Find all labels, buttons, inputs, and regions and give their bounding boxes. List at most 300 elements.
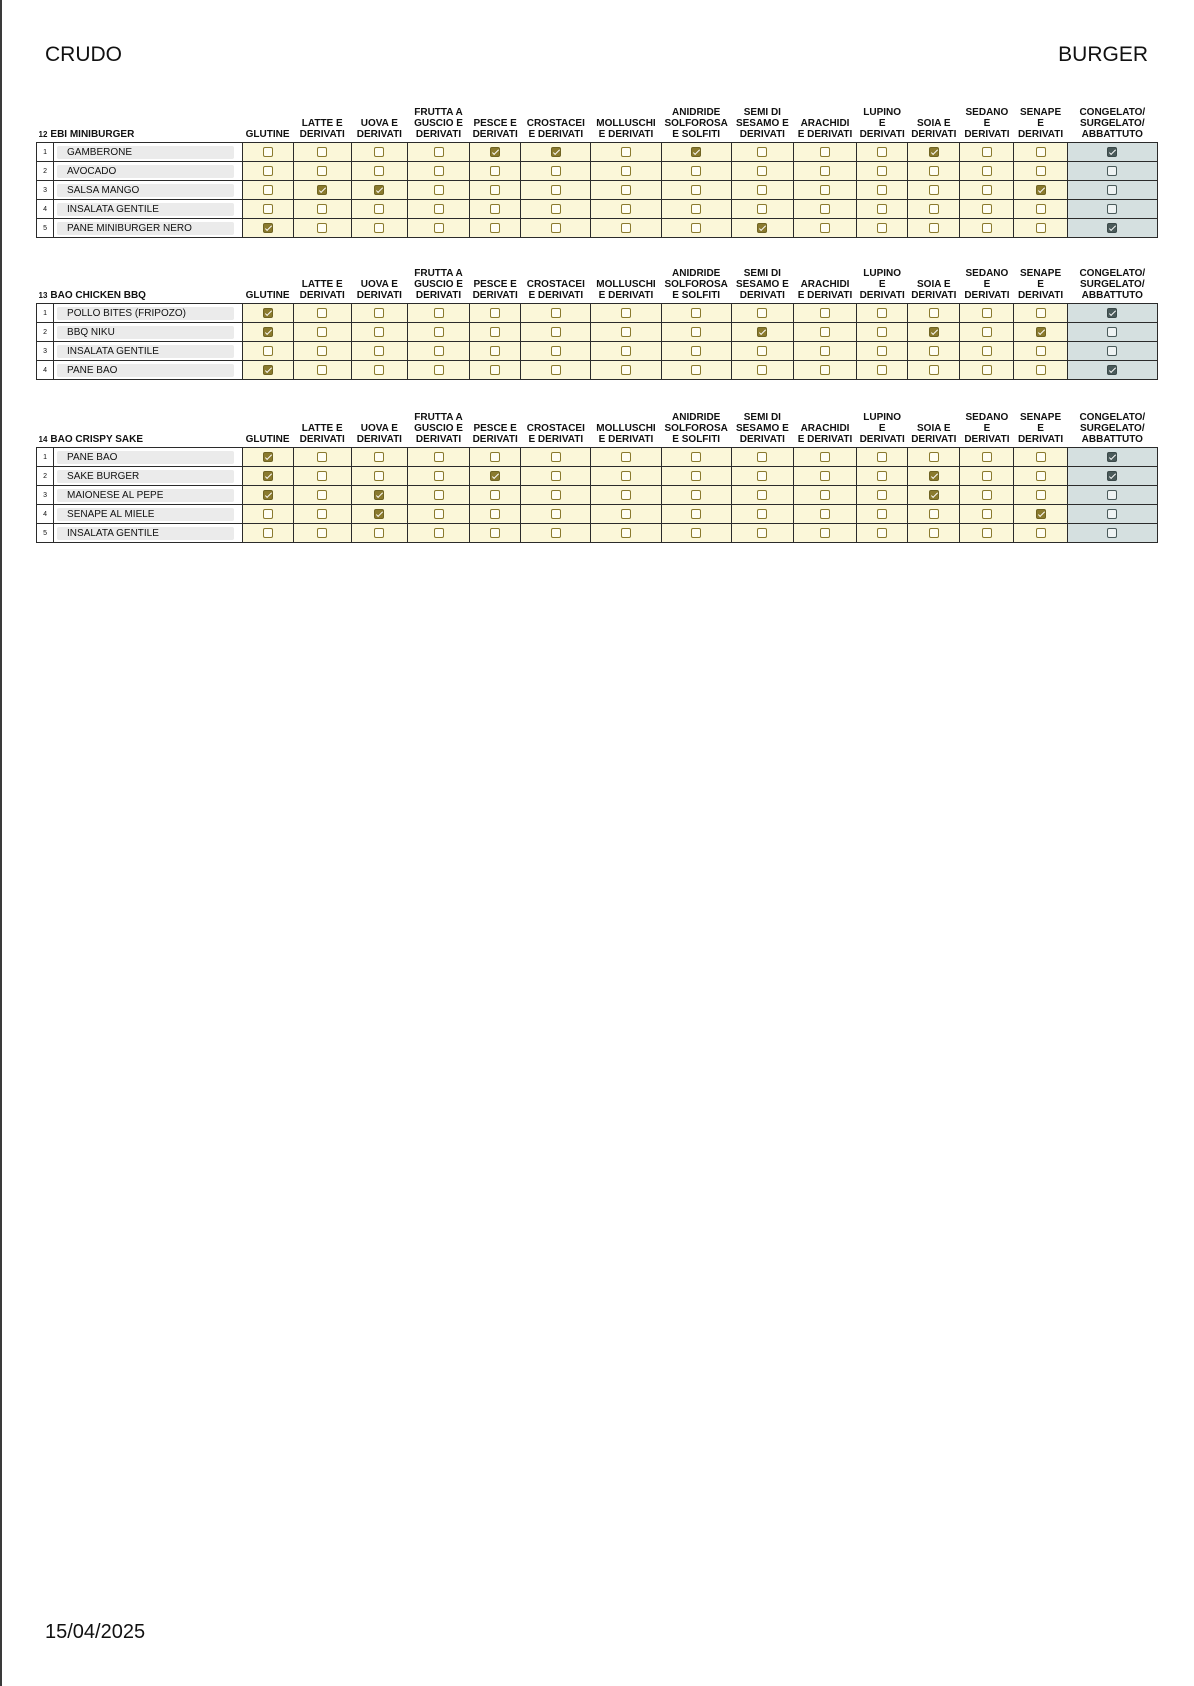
- checkbox-unchecked[interactable]: [551, 528, 561, 538]
- allergen-cell: [793, 162, 856, 181]
- ingredient-name: AVOCADO: [57, 165, 234, 178]
- column-header-line: DERIVATI: [859, 129, 905, 140]
- checkbox-unchecked[interactable]: [1107, 166, 1117, 176]
- checkbox-unchecked[interactable]: [374, 166, 384, 176]
- checkbox-unchecked[interactable]: [317, 223, 327, 233]
- checkbox-unchecked[interactable]: [1107, 185, 1117, 195]
- checkbox-unchecked[interactable]: [1036, 308, 1046, 318]
- checkbox-unchecked[interactable]: [490, 365, 500, 375]
- checkbox-unchecked[interactable]: [551, 346, 561, 356]
- checkbox-unchecked[interactable]: [1107, 327, 1117, 337]
- column-header-line: ARACHIDI: [800, 279, 850, 290]
- checkbox-unchecked[interactable]: [820, 365, 830, 375]
- checkbox-unchecked[interactable]: [317, 327, 327, 337]
- checkbox-checked[interactable]: [929, 490, 939, 500]
- allergen-cell: [908, 486, 960, 505]
- checkbox-unchecked[interactable]: [820, 223, 830, 233]
- allergen-cell: [731, 505, 793, 524]
- ingredient-name: SAKE BURGER: [57, 470, 234, 483]
- checkbox-checked[interactable]: [1107, 471, 1117, 481]
- checkbox-unchecked[interactable]: [691, 509, 701, 519]
- column-header: [908, 268, 960, 304]
- allergen-cell: [857, 361, 908, 380]
- checkbox-unchecked[interactable]: [490, 223, 500, 233]
- ingredient-name: PANE BAO: [57, 364, 234, 377]
- row-number: 3: [37, 342, 54, 361]
- checkbox-unchecked[interactable]: [929, 528, 939, 538]
- checkbox-unchecked[interactable]: [757, 528, 767, 538]
- table-row: [37, 448, 1158, 467]
- checkbox-unchecked[interactable]: [621, 490, 631, 500]
- allergen-cell: [351, 342, 407, 361]
- allergen-cell: [857, 505, 908, 524]
- checkbox-checked[interactable]: [1107, 365, 1117, 375]
- column-header-line: FRUTTA A: [414, 268, 463, 279]
- column-header-line: SEDANO: [965, 412, 1009, 423]
- checkbox-unchecked[interactable]: [621, 327, 631, 337]
- checkbox-unchecked[interactable]: [621, 509, 631, 519]
- checkbox-unchecked[interactable]: [374, 346, 384, 356]
- column-header-line: CROSTACEI: [526, 279, 585, 290]
- allergen-cell: [1067, 361, 1157, 380]
- checkbox-unchecked[interactable]: [877, 223, 887, 233]
- checkbox-unchecked[interactable]: [982, 509, 992, 519]
- checkbox-unchecked[interactable]: [820, 185, 830, 195]
- checkbox-unchecked[interactable]: [929, 452, 939, 462]
- checkbox-unchecked[interactable]: [982, 471, 992, 481]
- checkbox-unchecked[interactable]: [757, 166, 767, 176]
- ingredient-cell: [54, 162, 243, 181]
- checkbox-checked[interactable]: [263, 308, 273, 318]
- checkbox-unchecked[interactable]: [757, 452, 767, 462]
- checkbox-unchecked[interactable]: [877, 528, 887, 538]
- checkbox-unchecked[interactable]: [691, 185, 701, 195]
- checkbox-unchecked[interactable]: [1107, 204, 1117, 214]
- checkbox-unchecked[interactable]: [621, 308, 631, 318]
- allergen-cell: [351, 323, 407, 342]
- checkbox-unchecked[interactable]: [1107, 509, 1117, 519]
- checkbox-unchecked[interactable]: [434, 509, 444, 519]
- column-header-line: DERIVATI: [964, 434, 1010, 445]
- checkbox-unchecked[interactable]: [757, 147, 767, 157]
- column-header: [351, 107, 407, 143]
- checkbox-unchecked[interactable]: [263, 528, 273, 538]
- checkbox-unchecked[interactable]: [621, 452, 631, 462]
- checkbox-unchecked[interactable]: [1036, 528, 1046, 538]
- checkbox-unchecked[interactable]: [691, 528, 701, 538]
- allergen-cell: [661, 524, 731, 543]
- checkbox-unchecked[interactable]: [490, 509, 500, 519]
- checkbox-checked[interactable]: [1036, 185, 1046, 195]
- checkbox-checked[interactable]: [1107, 147, 1117, 157]
- table-row: [37, 219, 1158, 238]
- column-header-line: ABBATTUTO: [1081, 129, 1143, 140]
- checkbox-unchecked[interactable]: [820, 166, 830, 176]
- column-header: [591, 107, 661, 143]
- checkbox-unchecked[interactable]: [434, 346, 444, 356]
- checkbox-unchecked[interactable]: [551, 204, 561, 214]
- row-number: 1: [37, 448, 54, 467]
- allergen-cell: [793, 467, 856, 486]
- checkbox-unchecked[interactable]: [982, 204, 992, 214]
- checkbox-unchecked[interactable]: [621, 166, 631, 176]
- checkbox-unchecked[interactable]: [263, 185, 273, 195]
- checkbox-unchecked[interactable]: [374, 327, 384, 337]
- checkbox-checked[interactable]: [317, 185, 327, 195]
- checkbox-unchecked[interactable]: [317, 509, 327, 519]
- checkbox-unchecked[interactable]: [551, 166, 561, 176]
- checkbox-unchecked[interactable]: [374, 147, 384, 157]
- checkbox-unchecked[interactable]: [434, 528, 444, 538]
- checkbox-unchecked[interactable]: [317, 147, 327, 157]
- checkbox-unchecked[interactable]: [621, 471, 631, 481]
- checkbox-unchecked[interactable]: [691, 490, 701, 500]
- column-header-line: CROSTACEI: [526, 423, 585, 434]
- section-title: [37, 268, 243, 304]
- checkbox-unchecked[interactable]: [317, 365, 327, 375]
- checkbox-unchecked[interactable]: [434, 327, 444, 337]
- column-header: [242, 268, 293, 304]
- checkbox-unchecked[interactable]: [434, 471, 444, 481]
- checkbox-checked[interactable]: [1036, 509, 1046, 519]
- checkbox-unchecked[interactable]: [621, 528, 631, 538]
- allergen-cell: [661, 486, 731, 505]
- checkbox-unchecked[interactable]: [1036, 490, 1046, 500]
- allergen-cell: [521, 143, 591, 162]
- checkbox-unchecked[interactable]: [820, 147, 830, 157]
- column-header-line: FRUTTA A: [414, 412, 463, 423]
- checkbox-unchecked[interactable]: [820, 528, 830, 538]
- checkbox-unchecked[interactable]: [877, 509, 887, 519]
- checkbox-unchecked[interactable]: [434, 204, 444, 214]
- checkbox-unchecked[interactable]: [691, 166, 701, 176]
- checkbox-unchecked[interactable]: [820, 471, 830, 481]
- checkbox-unchecked[interactable]: [877, 346, 887, 356]
- checkbox-unchecked[interactable]: [757, 185, 767, 195]
- checkbox-unchecked[interactable]: [929, 365, 939, 375]
- allergen-table-section: [36, 107, 1158, 238]
- checkbox-unchecked[interactable]: [820, 327, 830, 337]
- checkbox-unchecked[interactable]: [929, 185, 939, 195]
- allergen-cell: [857, 486, 908, 505]
- ingredient-name: PANE MINIBURGER NERO: [57, 222, 234, 235]
- checkbox-unchecked[interactable]: [877, 147, 887, 157]
- checkbox-unchecked[interactable]: [490, 528, 500, 538]
- allergen-cell: [1067, 181, 1157, 200]
- allergen-cell: [351, 467, 407, 486]
- allergen-cell: [731, 448, 793, 467]
- checkbox-unchecked[interactable]: [820, 509, 830, 519]
- checkbox-unchecked[interactable]: [982, 147, 992, 157]
- checkbox-unchecked[interactable]: [982, 185, 992, 195]
- checkbox-unchecked[interactable]: [757, 509, 767, 519]
- checkbox-unchecked[interactable]: [374, 365, 384, 375]
- ingredient-cell: [54, 505, 243, 524]
- column-header-line: E DERIVATI: [528, 129, 584, 140]
- checkbox-unchecked[interactable]: [877, 471, 887, 481]
- ingredient-name: INSALATA GENTILE: [57, 203, 234, 216]
- column-header: [1014, 107, 1067, 143]
- allergen-cell: [407, 524, 469, 543]
- checkbox-unchecked[interactable]: [490, 452, 500, 462]
- allergen-cell: [793, 505, 856, 524]
- checkbox-unchecked[interactable]: [1107, 490, 1117, 500]
- checkbox-unchecked[interactable]: [691, 204, 701, 214]
- checkbox-checked[interactable]: [1107, 223, 1117, 233]
- allergen-table: [36, 107, 1158, 238]
- checkbox-unchecked[interactable]: [757, 365, 767, 375]
- column-header-line: GUSCIO E: [414, 118, 463, 129]
- checkbox-unchecked[interactable]: [434, 308, 444, 318]
- allergen-cell: [351, 181, 407, 200]
- checkbox-unchecked[interactable]: [982, 452, 992, 462]
- allergen-cell: [731, 342, 793, 361]
- checkbox-checked[interactable]: [1036, 327, 1046, 337]
- checkbox-unchecked[interactable]: [434, 185, 444, 195]
- checkbox-checked[interactable]: [929, 471, 939, 481]
- checkbox-unchecked[interactable]: [691, 346, 701, 356]
- checkbox-unchecked[interactable]: [1036, 223, 1046, 233]
- column-header-line: GLUTINE: [245, 290, 290, 301]
- checkbox-unchecked[interactable]: [551, 327, 561, 337]
- checkbox-unchecked[interactable]: [434, 147, 444, 157]
- allergen-cell: [242, 342, 293, 361]
- checkbox-checked[interactable]: [263, 452, 273, 462]
- allergen-cell: [351, 486, 407, 505]
- checkbox-checked[interactable]: [263, 365, 273, 375]
- checkbox-unchecked[interactable]: [317, 166, 327, 176]
- checkbox-unchecked[interactable]: [982, 166, 992, 176]
- checkbox-unchecked[interactable]: [691, 471, 701, 481]
- checkbox-unchecked[interactable]: [374, 204, 384, 214]
- checkbox-unchecked[interactable]: [621, 147, 631, 157]
- checkbox-checked[interactable]: [374, 185, 384, 195]
- checkbox-unchecked[interactable]: [621, 223, 631, 233]
- checkbox-unchecked[interactable]: [434, 166, 444, 176]
- checkbox-unchecked[interactable]: [374, 452, 384, 462]
- checkbox-checked[interactable]: [263, 490, 273, 500]
- checkbox-unchecked[interactable]: [877, 452, 887, 462]
- checkbox-unchecked[interactable]: [551, 490, 561, 500]
- column-header-line: DERIVATI: [739, 129, 785, 140]
- checkbox-unchecked[interactable]: [982, 528, 992, 538]
- checkbox-unchecked[interactable]: [757, 204, 767, 214]
- checkbox-unchecked[interactable]: [317, 528, 327, 538]
- checkbox-unchecked[interactable]: [621, 346, 631, 356]
- checkbox-unchecked[interactable]: [982, 223, 992, 233]
- allergen-cell: [242, 524, 293, 543]
- checkbox-unchecked[interactable]: [551, 185, 561, 195]
- column-header-line: DERIVATI: [299, 129, 345, 140]
- checkbox-unchecked[interactable]: [691, 327, 701, 337]
- column-header-line: MOLLUSCHI: [596, 118, 656, 129]
- checkbox-unchecked[interactable]: [317, 452, 327, 462]
- checkbox-unchecked[interactable]: [551, 308, 561, 318]
- checkbox-checked[interactable]: [691, 147, 701, 157]
- checkbox-unchecked[interactable]: [877, 490, 887, 500]
- checkbox-checked[interactable]: [1107, 452, 1117, 462]
- column-header-line: DERIVATI: [1017, 434, 1064, 445]
- allergen-cell: [908, 162, 960, 181]
- column-header-line: DERIVATI: [299, 434, 345, 445]
- checkbox-unchecked[interactable]: [691, 365, 701, 375]
- checkbox-unchecked[interactable]: [317, 308, 327, 318]
- checkbox-unchecked[interactable]: [434, 365, 444, 375]
- column-header-line: ABBATTUTO: [1081, 434, 1143, 445]
- checkbox-unchecked[interactable]: [263, 509, 273, 519]
- checkbox-unchecked[interactable]: [929, 346, 939, 356]
- checkbox-unchecked[interactable]: [621, 204, 631, 214]
- checkbox-unchecked[interactable]: [877, 365, 887, 375]
- checkbox-unchecked[interactable]: [929, 223, 939, 233]
- checkbox-checked[interactable]: [490, 147, 500, 157]
- checkbox-unchecked[interactable]: [982, 346, 992, 356]
- column-header: [908, 107, 960, 143]
- checkbox-unchecked[interactable]: [1036, 365, 1046, 375]
- column-header-line: E: [983, 423, 991, 434]
- checkbox-unchecked[interactable]: [434, 223, 444, 233]
- checkbox-checked[interactable]: [263, 327, 273, 337]
- checkbox-unchecked[interactable]: [877, 327, 887, 337]
- allergen-cell: [908, 200, 960, 219]
- checkbox-unchecked[interactable]: [490, 166, 500, 176]
- checkbox-unchecked[interactable]: [317, 204, 327, 214]
- checkbox-unchecked[interactable]: [820, 346, 830, 356]
- checkbox-checked[interactable]: [490, 471, 500, 481]
- checkbox-unchecked[interactable]: [490, 346, 500, 356]
- checkbox-checked[interactable]: [929, 147, 939, 157]
- checkbox-unchecked[interactable]: [374, 528, 384, 538]
- column-header-line: LATTE E: [301, 118, 343, 129]
- checkbox-checked[interactable]: [1107, 308, 1117, 318]
- allergen-cell: [908, 448, 960, 467]
- checkbox-unchecked[interactable]: [317, 471, 327, 481]
- checkbox-checked[interactable]: [263, 471, 273, 481]
- column-header: [793, 107, 856, 143]
- checkbox-unchecked[interactable]: [929, 509, 939, 519]
- allergen-cell: [793, 342, 856, 361]
- checkbox-checked[interactable]: [757, 223, 767, 233]
- checkbox-unchecked[interactable]: [1036, 471, 1046, 481]
- checkbox-unchecked[interactable]: [263, 147, 273, 157]
- checkbox-unchecked[interactable]: [1036, 452, 1046, 462]
- checkbox-unchecked[interactable]: [877, 308, 887, 318]
- checkbox-unchecked[interactable]: [317, 346, 327, 356]
- ingredient-cell: [54, 323, 243, 342]
- allergen-cell: [407, 323, 469, 342]
- checkbox-unchecked[interactable]: [929, 308, 939, 318]
- checkbox-unchecked[interactable]: [490, 327, 500, 337]
- allergen-cell: [242, 181, 293, 200]
- allergen-cell: [407, 304, 469, 323]
- checkbox-checked[interactable]: [263, 223, 273, 233]
- checkbox-unchecked[interactable]: [757, 471, 767, 481]
- column-header-line: DERIVATI: [964, 129, 1010, 140]
- checkbox-unchecked[interactable]: [434, 452, 444, 462]
- checkbox-checked[interactable]: [374, 509, 384, 519]
- checkbox-unchecked[interactable]: [490, 204, 500, 214]
- checkbox-unchecked[interactable]: [621, 365, 631, 375]
- ingredient-cell: [54, 143, 243, 162]
- checkbox-unchecked[interactable]: [757, 346, 767, 356]
- checkbox-unchecked[interactable]: [490, 185, 500, 195]
- checkbox-unchecked[interactable]: [551, 509, 561, 519]
- checkbox-unchecked[interactable]: [621, 185, 631, 195]
- checkbox-checked[interactable]: [929, 327, 939, 337]
- checkbox-unchecked[interactable]: [691, 308, 701, 318]
- checkbox-unchecked[interactable]: [1036, 147, 1046, 157]
- checkbox-unchecked[interactable]: [877, 185, 887, 195]
- checkbox-unchecked[interactable]: [263, 346, 273, 356]
- checkbox-unchecked[interactable]: [551, 223, 561, 233]
- checkbox-unchecked[interactable]: [1036, 166, 1046, 176]
- section-title: [37, 107, 243, 143]
- checkbox-unchecked[interactable]: [374, 471, 384, 481]
- checkbox-unchecked[interactable]: [877, 204, 887, 214]
- checkbox-unchecked[interactable]: [982, 327, 992, 337]
- checkbox-unchecked[interactable]: [1036, 204, 1046, 214]
- checkbox-unchecked[interactable]: [982, 308, 992, 318]
- checkbox-unchecked[interactable]: [691, 223, 701, 233]
- checkbox-unchecked[interactable]: [929, 204, 939, 214]
- column-header: [407, 412, 469, 448]
- column-header-line: E: [878, 118, 886, 129]
- allergen-cell: [857, 524, 908, 543]
- checkbox-unchecked[interactable]: [757, 308, 767, 318]
- checkbox-unchecked[interactable]: [374, 223, 384, 233]
- checkbox-checked[interactable]: [374, 490, 384, 500]
- checkbox-unchecked[interactable]: [1107, 346, 1117, 356]
- checkbox-unchecked[interactable]: [374, 308, 384, 318]
- column-header-line: SURGELATO/: [1079, 118, 1145, 129]
- checkbox-unchecked[interactable]: [434, 490, 444, 500]
- checkbox-unchecked[interactable]: [1107, 528, 1117, 538]
- column-header-line: SENAPE: [1019, 412, 1062, 423]
- checkbox-unchecked[interactable]: [263, 166, 273, 176]
- checkbox-unchecked[interactable]: [551, 471, 561, 481]
- column-header-line: DERIVATI: [1017, 129, 1064, 140]
- checkbox-unchecked[interactable]: [982, 490, 992, 500]
- checkbox-checked[interactable]: [757, 327, 767, 337]
- allergen-cell: [731, 323, 793, 342]
- checkbox-unchecked[interactable]: [551, 365, 561, 375]
- allergen-cell: [591, 143, 661, 162]
- column-header: [470, 107, 521, 143]
- checkbox-unchecked[interactable]: [551, 452, 561, 462]
- allergen-cell: [351, 143, 407, 162]
- checkbox-unchecked[interactable]: [820, 204, 830, 214]
- allergen-cell: [521, 448, 591, 467]
- checkbox-unchecked[interactable]: [263, 204, 273, 214]
- checkbox-unchecked[interactable]: [1036, 346, 1046, 356]
- checkbox-unchecked[interactable]: [820, 490, 830, 500]
- column-header-line: SEMI DI: [743, 107, 781, 118]
- checkbox-unchecked[interactable]: [691, 452, 701, 462]
- checkbox-unchecked[interactable]: [490, 490, 500, 500]
- checkbox-unchecked[interactable]: [490, 308, 500, 318]
- checkbox-unchecked[interactable]: [929, 166, 939, 176]
- checkbox-unchecked[interactable]: [982, 365, 992, 375]
- ingredient-name: MAIONESE AL PEPE: [57, 489, 234, 502]
- checkbox-checked[interactable]: [551, 147, 561, 157]
- checkbox-unchecked[interactable]: [820, 308, 830, 318]
- column-header: [908, 412, 960, 448]
- checkbox-unchecked[interactable]: [877, 166, 887, 176]
- allergen-cell: [470, 200, 521, 219]
- checkbox-unchecked[interactable]: [317, 490, 327, 500]
- checkbox-unchecked[interactable]: [757, 490, 767, 500]
- checkbox-unchecked[interactable]: [820, 452, 830, 462]
